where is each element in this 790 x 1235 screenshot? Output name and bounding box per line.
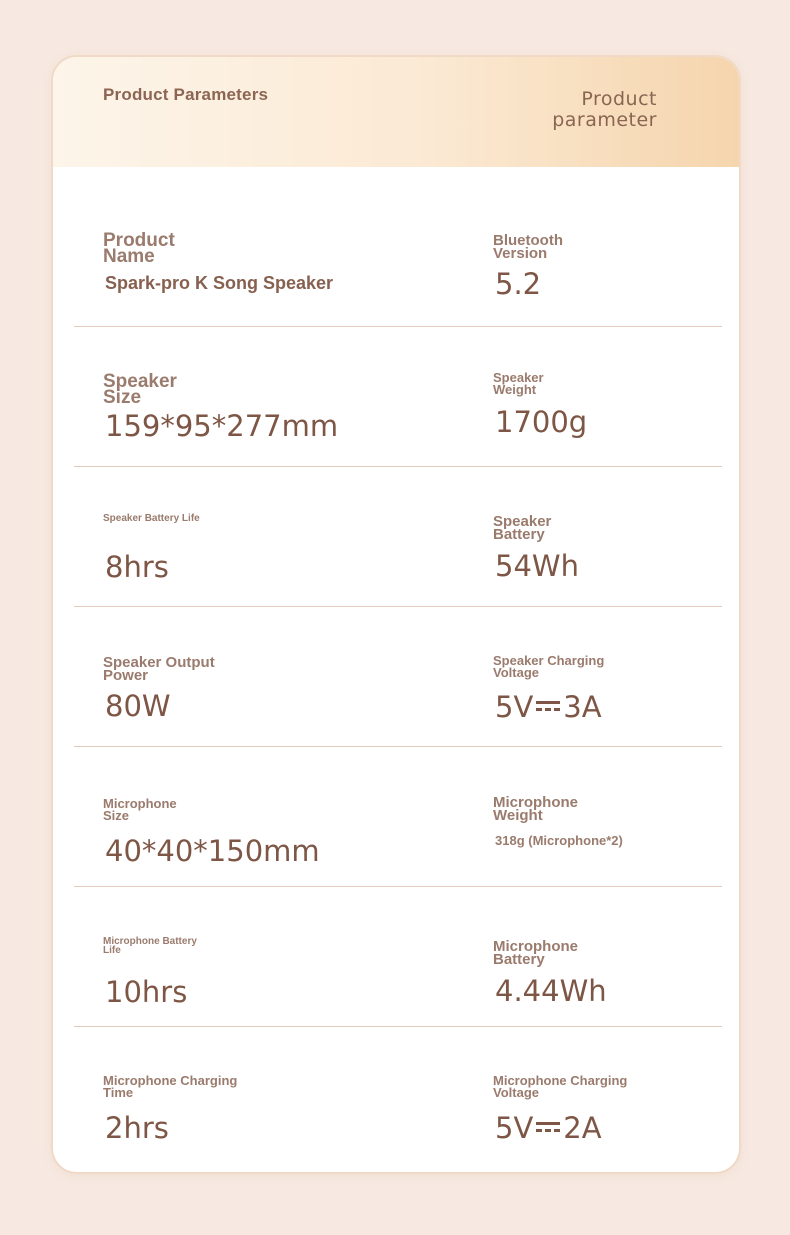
parameter-value: 1700g: [495, 405, 588, 439]
table-row: [74, 887, 722, 1027]
parameter-label: Microphone Charging Time: [103, 1073, 238, 1100]
parameter-label: Speaker Size: [103, 371, 177, 408]
parameter-cell: [493, 887, 713, 1026]
parameter-cell: [103, 467, 463, 606]
parameter-value: [495, 690, 602, 724]
parameter-label: Microphone Charging Voltage: [493, 1073, 628, 1100]
parameter-label: Speaker Battery: [493, 513, 552, 543]
parameter-value: 159*95*277mm: [105, 409, 339, 443]
parameter-value: 4.44Wh: [495, 974, 607, 1008]
parameters-table: [74, 187, 722, 1167]
parameter-cell: [493, 467, 713, 606]
parameter-label: Bluetooth Version: [493, 232, 563, 262]
current-value: 3A: [563, 690, 602, 724]
dc-symbol-icon: [536, 1122, 560, 1132]
parameter-label: Speaker Charging Voltage: [493, 653, 605, 680]
parameter-value: 40*40*150mm: [105, 834, 320, 868]
parameter-value: 10hrs: [105, 975, 188, 1009]
table-row: [74, 1027, 722, 1167]
parameter-value: 5.2: [495, 267, 542, 301]
parameter-label: Microphone Size: [103, 796, 177, 823]
parameter-label: Microphone Battery Life: [103, 936, 197, 956]
header-subtitle: Product parameter: [552, 88, 657, 131]
parameter-value: 80W: [105, 689, 171, 723]
parameter-value: 2hrs: [105, 1111, 169, 1145]
table-row: [74, 467, 722, 607]
parameter-label: Microphone Battery: [493, 938, 578, 968]
header-title: Product Parameters: [103, 85, 269, 104]
parameter-cell: [103, 327, 463, 466]
parameter-value: 318g (Microphone*2): [495, 833, 623, 848]
current-value: 2A: [563, 1111, 602, 1145]
parameter-value: [495, 1111, 602, 1145]
table-row: [74, 747, 722, 887]
parameter-cell: [493, 187, 713, 326]
parameter-value: 54Wh: [495, 549, 579, 583]
parameters-card: [51, 55, 741, 1174]
parameter-label: Microphone Weight: [493, 794, 578, 824]
parameter-cell: [103, 187, 463, 326]
parameter-cell: [103, 607, 463, 746]
voltage-value: 5V: [495, 690, 534, 724]
table-row: [74, 187, 722, 327]
parameter-cell: [103, 887, 463, 1026]
parameter-cell: [103, 747, 463, 886]
parameter-cell: [103, 1027, 463, 1167]
parameter-cell: [493, 327, 713, 466]
parameter-cell: [493, 607, 713, 746]
parameter-value: 8hrs: [105, 550, 169, 584]
table-row: [74, 327, 722, 467]
parameter-label: Speaker Battery Life: [103, 513, 200, 524]
table-row: [74, 607, 722, 747]
parameter-value: Spark-pro K Song Speaker: [105, 273, 334, 293]
parameter-label: Speaker Weight: [493, 370, 544, 397]
parameter-label: Speaker Output Power: [103, 654, 215, 684]
parameter-cell: [493, 747, 713, 886]
parameter-cell: [493, 1027, 713, 1167]
dc-symbol-icon: [536, 701, 560, 711]
voltage-value: 5V: [495, 1111, 534, 1145]
card-header: [53, 57, 739, 167]
parameter-label: Product Name: [103, 230, 175, 267]
